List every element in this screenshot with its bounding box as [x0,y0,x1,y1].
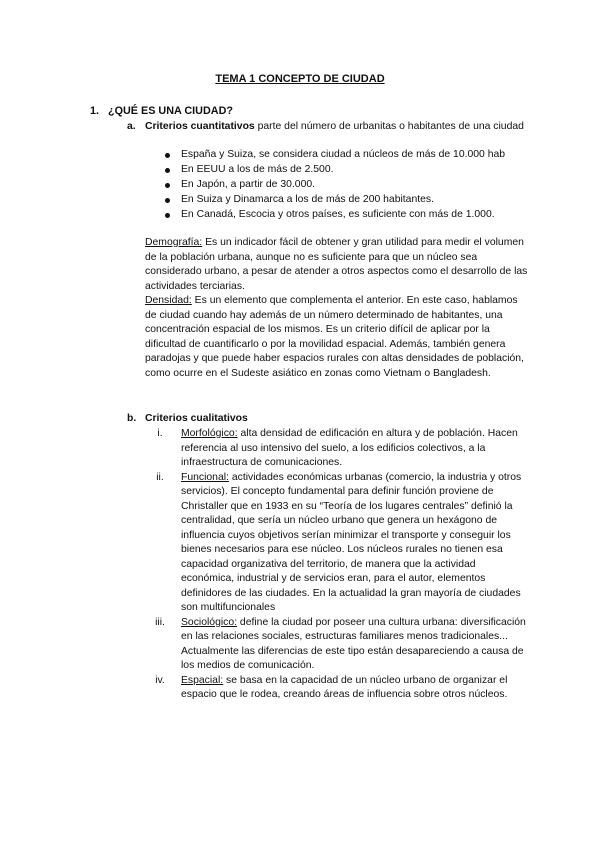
section-a-intro [127,120,527,135]
bullet-icon [165,168,170,173]
demografia-label: Demografía: [145,237,203,248]
heading-1-text: ¿QUÉ ES UNA CIUDAD? [108,105,233,117]
item-label: Espacial: [181,674,224,686]
item-number: ii. [156,471,164,483]
item-label: Morfológico: [181,428,238,439]
bullet-icon [165,183,170,188]
list-item [150,674,530,703]
section-b-label: b. [127,413,137,424]
item-label: Funcional: [181,471,229,483]
item-number: iii. [155,616,165,628]
bullet-icon [165,213,170,218]
densidad-text: Es un elemento que complementa el anterior. En este caso, hablamos de ciudad cuando hay además de un número determinado de habitantes, una concentración espacial de los mismos. Es un criterio difícil de aplicar por la dificultad de cuantificarlo o por la movilidad espacial. Además, también genera paradojas y que puede haber espacios rurales con altas densidades de población, como ocurre en el Sudeste asiático en zonas como Vietnam o Bangladesh. [145,295,524,379]
list-item [150,471,530,616]
densidad-paragraph [145,294,530,381]
criteria-bullet-list [165,148,535,223]
item-label: Sociológico: [181,616,238,628]
section-b-heading [127,412,248,427]
section-a-bold: Criterios cuantitativos [145,121,255,132]
item-number: i. [157,428,163,439]
item-extra-text: Actualmente las diferencias de este tipo están desapareciendo a causa de los medios de comunicación. [181,645,524,671]
section-a-rest: parte del número de urbanitas o habitantes de una ciudad [254,121,524,132]
list-item: España y Suiza, se considera ciudad a núcleos de más de 10.000 hab [165,148,535,163]
heading-1-number: 1. [90,105,100,117]
heading-1 [90,104,233,119]
densidad-label: Densidad: [145,295,192,306]
list-item: En EEUU a los de más de 2.500. [165,163,535,178]
list-item [150,616,530,674]
bullet-icon [165,198,170,203]
item-text: define la ciudad por poseer una cultura urbana: diversificación en las relaciones sociales, estructuras familiares menos tradicionales... [181,616,526,642]
list-item: En Suiza y Dinamarca a los de más de 200 habitantes. [165,193,535,208]
list-item: En Canadá, Escocia y otros países, es suficiente con más de 1.000. [165,208,535,223]
section-a-label: a. [127,121,136,132]
section-a-text [127,120,527,135]
item-text: actividades económicas urbanas (comercio, la industria y otros servicios). El concepto fundamental para definir función proviene de Christaller que en 1933 en su “Teoría de los lugares centrales” definió la centralidad, que sería un núcleo urbano que genera un hexágono de influencia cuyos objetivos serían minimizar el transporte y conseguir los bienes necesarios para ese núcleo. Los núcleos rurales no tienen esa capacidad organizativa del territorio, de manera que la actividad económica, industrial y de servicios eran, para el autor, elementos definidores de las ciudades. En la actualidad la gran mayoría de ciudades son multifuncionales [181,471,522,613]
qualitative-criteria-list [150,427,530,703]
section-b-title: Criterios cualitativos [145,413,248,424]
demografia-text: Es un indicador fácil de obtener y gran utilidad para medir el volumen de la población urbana, aunque no es suficiente para que un núcleo sea considerado urbano, a pesar de atender a otros aspectos como el desarrollo de las actividades terciarias. [145,237,528,292]
list-item [150,427,530,471]
item-text: alta densidad de edificación en altura y de población. Hacen referencia al uso intensivo del suelo, a los edificios colectivos, a la infraestructura de comunicaciones. [181,428,518,468]
bullet-icon [165,153,170,158]
document-title: TEMA 1 CONCEPTO DE CIUDAD [215,73,385,85]
list-item: En Japón, a partir de 30.000. [165,178,535,193]
demografia-paragraph [145,236,530,294]
item-text: se basa en la capacidad de un núcleo urbano de organizar el espacio que le rodea, creando áreas de influencia sobre otros núcleos. [181,674,508,700]
item-number: iv. [155,674,165,686]
